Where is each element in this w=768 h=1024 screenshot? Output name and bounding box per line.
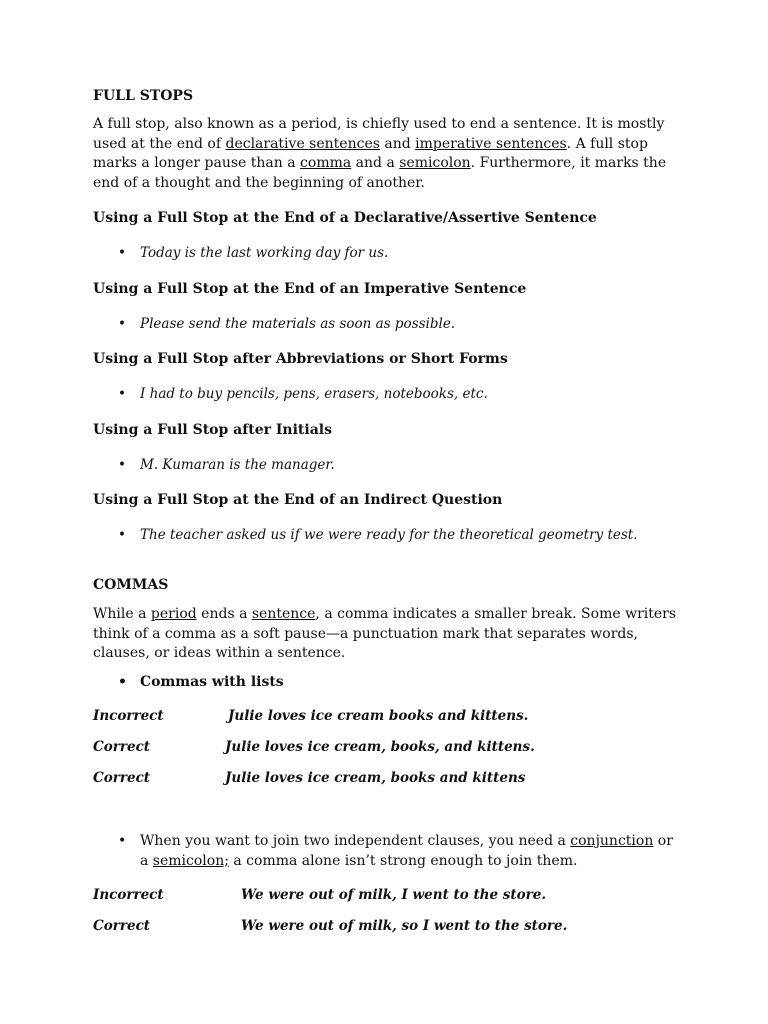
paragraph-text: and a — [351, 155, 400, 171]
example-label: Incorrect — [93, 708, 164, 724]
example-sentence: Julie loves ice cream, books and kittens — [225, 770, 526, 786]
example-sentence: Julie loves ice cream, books, and kittens. — [225, 739, 535, 755]
commas-title: COMMAS — [93, 577, 169, 593]
underlined-term[interactable]: semicolon — [399, 155, 471, 171]
underlined-term[interactable]: sentence — [251, 606, 316, 622]
paragraph-text: and — [379, 135, 416, 152]
underlined-term[interactable]: declarative sentences — [225, 135, 380, 152]
example-label: Incorrect — [93, 887, 164, 903]
paragraph-text: a comma alone isn’t strong enough to join them. — [228, 852, 578, 869]
section-heading: Using a Full Stop at the End of an Indirect Question — [93, 492, 503, 508]
example-sentence: We were out of milk, so I went to the store. — [241, 918, 568, 934]
paragraph-text: . A full stop marks a longer pause than a — [93, 135, 648, 171]
section-example: • Please send the materials as soon as possible. — [140, 316, 455, 332]
paragraph-text: , a comma indicates a smaller break. Some writers think of a comma as a soft pause—a punctuation mark that separates words, clauses, or ideas within a sentence. — [93, 606, 677, 661]
underlined-term[interactable]: period — [150, 606, 197, 622]
underlined-term[interactable]: imperative sentences — [415, 135, 567, 152]
section-heading: Using a Full Stop at the End of a Declarative/Assertive Sentence — [93, 210, 597, 226]
paragraph-text: When you want to join two independent clauses, you need a — [140, 833, 571, 849]
section-heading: Using a Full Stop after Initials — [93, 422, 332, 438]
paragraph-text: A full stop, also known as a period, is chiefly used to end a sentence. It is mostly used at the end of — [93, 116, 665, 152]
section-example: • M. Kumaran is the manager. — [140, 457, 335, 473]
commas-clauses-bullet — [140, 832, 680, 871]
paragraph-text: or a — [140, 833, 673, 869]
section-heading: Using a Full Stop after Abbreviations or Short Forms — [93, 351, 508, 367]
example-label: Correct — [93, 918, 151, 934]
full-stops-title: FULL STOPS — [93, 88, 194, 104]
section-example: • Today is the last working day for us. — [140, 245, 388, 261]
section-example: • The teacher asked us if we were ready for the theoretical geometry test. — [140, 527, 638, 543]
paragraph-text: ends a — [196, 606, 252, 622]
section-heading: Using a Full Stop at the End of an Imperative Sentence — [93, 281, 527, 297]
example-label: Correct — [93, 770, 151, 786]
section-example: • I had to buy pencils, pens, erasers, notebooks, etc. — [140, 386, 488, 402]
example-sentence: Julie loves ice cream books and kittens. — [228, 708, 529, 724]
underlined-term[interactable]: conjunction — [570, 833, 654, 849]
underlined-term[interactable]: semicolon; — [152, 852, 229, 869]
commas-lists-heading: • Commas with lists — [140, 674, 284, 690]
example-sentence: We were out of milk, I went to the store. — [241, 887, 547, 903]
full-stops-intro — [93, 115, 683, 193]
example-label: Correct — [93, 739, 151, 755]
commas-intro — [93, 605, 683, 664]
underlined-term[interactable]: comma — [300, 155, 352, 171]
paragraph-text: . Furthermore, it marks the end of a thought and the beginning of another. — [93, 155, 667, 191]
paragraph-text: While a — [93, 606, 151, 622]
